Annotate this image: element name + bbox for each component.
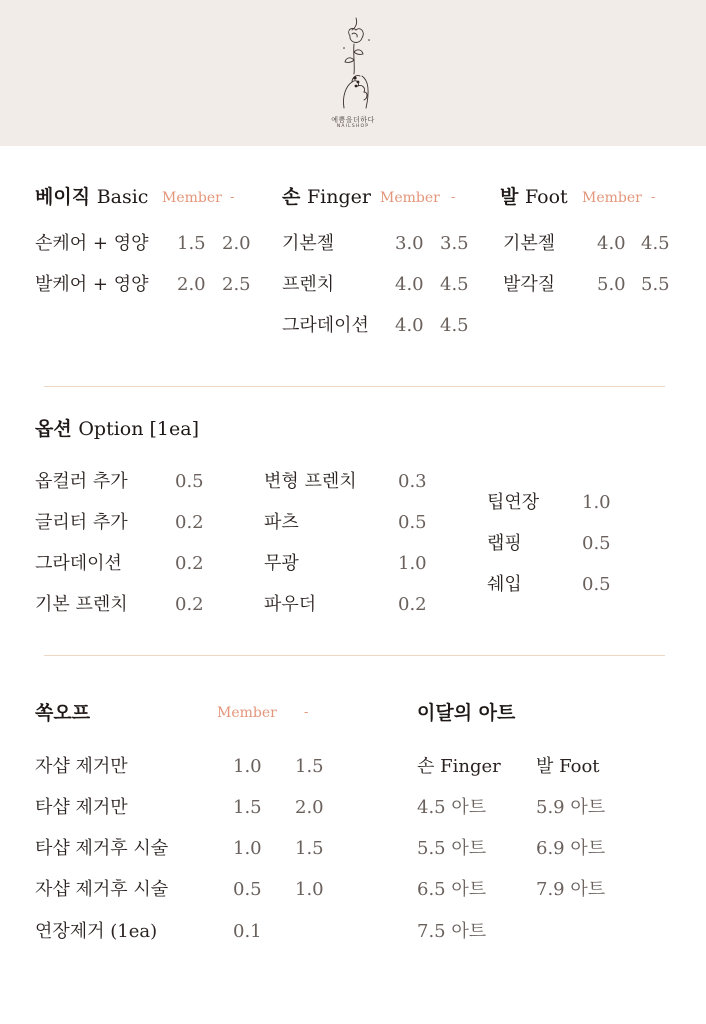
option-item-name: 랩핑 — [487, 533, 522, 554]
soakoff-item-member: 1.0 — [233, 838, 262, 859]
foot-member-label: Member — [582, 190, 642, 206]
soakoff-item-member: 1.0 — [233, 756, 262, 777]
finger-item-member: 4.0 — [395, 274, 424, 295]
soakoff-member-label: Member — [217, 705, 277, 721]
option-item-price: 0.5 — [398, 512, 427, 533]
finger-title-en: Finger — [306, 186, 371, 208]
finger-dash: - — [451, 190, 456, 205]
finger-title-kr: 손 — [282, 186, 301, 208]
divider — [44, 386, 665, 387]
soakoff-item-name: 자샵 제거만 — [35, 756, 128, 777]
finger-item-price: 4.5 — [440, 274, 469, 295]
option-item-name: 변형 프렌치 — [264, 471, 357, 492]
basic-section-title — [35, 188, 148, 207]
option-title-kr: 옵션 — [35, 418, 72, 440]
finger-item-member: 3.0 — [395, 233, 424, 254]
option-item-name: 기본 프렌치 — [35, 594, 128, 615]
brand-korean: 예쁨을더하다 — [331, 116, 375, 124]
soakoff-section-title: 쏙오프 — [35, 702, 91, 724]
basic-item-name: 발케어 + 영양 — [35, 274, 149, 295]
foot-item-member: 5.0 — [597, 274, 626, 295]
monthly-art-title: 이달의 아트 — [417, 702, 516, 724]
option-item-price: 1.0 — [398, 553, 427, 574]
foot-item-price: 5.5 — [641, 274, 670, 295]
option-item-name: 그라데이션 — [35, 553, 122, 574]
monthly-art-finger-item: 4.5 아트 — [417, 797, 487, 818]
finger-item-name: 기본젤 — [282, 233, 335, 254]
finger-member-label: Member — [380, 190, 440, 206]
option-item-name: 파츠 — [264, 512, 299, 533]
basic-item-name: 손케어 + 영양 — [35, 233, 149, 254]
finger-item-price: 3.5 — [440, 233, 469, 254]
monthly-art-finger-header: 손 Finger — [417, 756, 501, 777]
soakoff-item-member: 0.1 — [233, 921, 262, 942]
foot-title-kr: 발 — [500, 186, 519, 208]
option-item-price: 0.3 — [398, 471, 427, 492]
monthly-art-foot-item: 6.9 아트 — [536, 838, 606, 859]
soakoff-item-name: 자샵 제거후 시술 — [35, 879, 169, 900]
option-title-en: Option [1ea] — [78, 418, 199, 440]
monthly-art-foot-item: 7.9 아트 — [536, 879, 606, 900]
soakoff-item-price: 1.5 — [295, 838, 324, 859]
soakoff-item-price: 1.5 — [295, 756, 324, 777]
monthly-art-finger-item: 6.5 아트 — [417, 879, 487, 900]
soakoff-item-member: 0.5 — [233, 879, 262, 900]
soakoff-item-name: 타샵 제거만 — [35, 797, 128, 818]
option-item-price: 0.2 — [175, 512, 204, 533]
option-section-title — [35, 420, 199, 439]
basic-item-member: 2.0 — [177, 274, 206, 295]
header-banner — [0, 0, 706, 146]
foot-section-title — [500, 188, 568, 207]
basic-title-kr: 베이직 — [35, 186, 91, 208]
foot-item-member: 4.0 — [597, 233, 626, 254]
option-item-price: 0.5 — [175, 471, 204, 492]
finger-item-price: 4.5 — [440, 315, 469, 336]
soakoff-item-price: 1.0 — [295, 879, 324, 900]
rose-hand-logo-icon — [322, 12, 386, 112]
option-item-price: 0.2 — [175, 594, 204, 615]
soakoff-item-name: 타샵 제거후 시술 — [35, 838, 169, 859]
option-item-name: 팁연장 — [487, 492, 540, 513]
basic-title-en: Basic — [96, 186, 149, 208]
option-item-name: 쉐입 — [487, 574, 522, 595]
monthly-art-foot-item: 5.9 아트 — [536, 797, 606, 818]
option-item-price: 0.2 — [175, 553, 204, 574]
brand-english: NAILSHOP — [336, 124, 370, 129]
finger-item-name: 그라데이션 — [282, 315, 369, 336]
option-item-name: 파우더 — [264, 594, 317, 615]
option-item-price: 1.0 — [582, 492, 611, 513]
finger-item-name: 프렌치 — [282, 274, 335, 295]
option-item-name: 무광 — [264, 553, 299, 574]
soakoff-item-member: 1.5 — [233, 797, 262, 818]
monthly-art-foot-header: 발 Foot — [536, 756, 600, 777]
foot-item-name: 기본젤 — [503, 233, 556, 254]
option-item-price: 0.5 — [582, 574, 611, 595]
finger-item-member: 4.0 — [395, 315, 424, 336]
basic-item-member: 1.5 — [177, 233, 206, 254]
option-item-price: 0.5 — [582, 533, 611, 554]
monthly-art-finger-item: 7.5 아트 — [417, 921, 487, 942]
divider — [44, 655, 665, 656]
foot-item-name: 발각질 — [503, 274, 556, 295]
monthly-art-finger-item: 5.5 아트 — [417, 838, 487, 859]
option-item-price: 0.2 — [398, 594, 427, 615]
basic-item-price: 2.5 — [222, 274, 251, 295]
basic-dash: - — [230, 190, 235, 205]
foot-title-en: Foot — [524, 186, 568, 208]
soakoff-dash: - — [304, 705, 309, 720]
foot-dash: - — [651, 190, 656, 205]
foot-item-price: 4.5 — [641, 233, 670, 254]
option-item-name: 옵컬러 추가 — [35, 471, 128, 492]
basic-member-label: Member — [162, 190, 222, 206]
option-item-name: 글리터 추가 — [35, 512, 128, 533]
soakoff-item-name: 연장제거 (1ea) — [35, 921, 158, 942]
basic-item-price: 2.0 — [222, 233, 251, 254]
finger-section-title — [282, 188, 371, 207]
soakoff-item-price: 2.0 — [295, 797, 324, 818]
